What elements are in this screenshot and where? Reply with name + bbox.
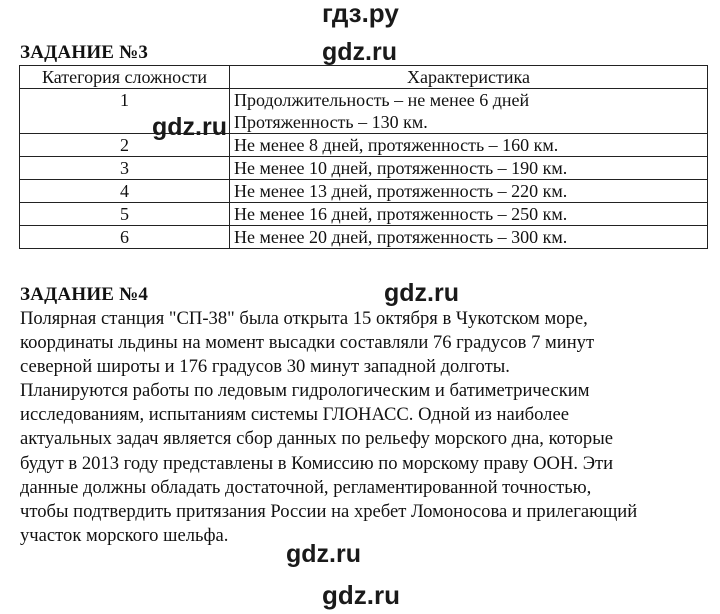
- watermark-top: гдз.ру: [322, 0, 399, 28]
- category-cell: 3: [20, 157, 230, 180]
- table-row: [20, 134, 708, 157]
- table-row: [20, 203, 708, 226]
- description-cell: Не менее 16 дней, протяженность – 250 км.: [230, 203, 708, 226]
- paragraph-line: участок морского шельфа.: [20, 524, 229, 546]
- category-cell: 6: [20, 226, 230, 249]
- category-cell: 2: [20, 134, 230, 157]
- paragraph-line: Полярная станция "СП-38" была открыта 15 октября в Чукотском море,: [20, 308, 588, 329]
- paragraph-line: актуальных задач является сбор данных по рельефу морского дна, которые: [20, 428, 613, 450]
- description-line: Протяженность – 130 км.: [234, 112, 428, 132]
- category-cell: 1: [20, 89, 230, 134]
- watermark: gdz.ru: [384, 279, 459, 307]
- description-cell: Не менее 10 дней, протяженность – 190 км.: [230, 157, 708, 180]
- watermark: gdz.ru: [322, 38, 397, 66]
- category-cell: 5: [20, 203, 230, 226]
- paragraph-line: данные должны обладать достаточной, регламентированной точностью,: [20, 476, 592, 498]
- paragraph-line: будут в 2013 году представлены в Комиссию по морскому праву ООН. Эти: [20, 452, 614, 474]
- paragraph-line: координаты льдины на момент высадки составляли 76 градусов 7 минут: [20, 332, 595, 354]
- description-cell: Не менее 20 дней, протяженность – 300 км.: [230, 226, 708, 249]
- description-cell: [230, 89, 708, 134]
- paragraph-line: чтобы подтвердить притязания России на хребет Ломоносова и прилегающий: [20, 500, 638, 522]
- column-header: Характеристика: [230, 66, 708, 89]
- description-line: Продолжительность – не менее 6 дней: [234, 90, 530, 110]
- table-row: [20, 226, 708, 249]
- task3-title: ЗАДАНИЕ №3: [20, 42, 149, 63]
- paragraph-line: Планируются работы по ледовым гидрологическим и батиметрическим: [20, 380, 590, 402]
- column-header: Категория сложности: [20, 66, 230, 89]
- table-row: [20, 157, 708, 180]
- watermark-bottom: gdz.ru: [322, 580, 400, 610]
- paragraph-line: исследованиям, испытаниям системы ГЛОНАСС. Одной из наиболее: [20, 404, 569, 426]
- table-row: [20, 89, 708, 134]
- task4-paragraph: [20, 307, 715, 548]
- watermark: gdz.ru: [286, 540, 361, 568]
- watermark: gdz.ru: [152, 113, 227, 141]
- task4-title: ЗАДАНИЕ №4: [20, 284, 149, 305]
- paragraph-line: северной широты и 176 градусов 30 минут западной долготы.: [20, 356, 510, 378]
- description-cell: Не менее 8 дней, протяженность – 160 км.: [230, 134, 708, 157]
- table-row: [20, 180, 708, 203]
- description-cell: Не менее 13 дней, протяженность – 220 км.: [230, 180, 708, 203]
- difficulty-table: [19, 65, 708, 249]
- table-header-row: [20, 66, 708, 89]
- category-cell: 4: [20, 180, 230, 203]
